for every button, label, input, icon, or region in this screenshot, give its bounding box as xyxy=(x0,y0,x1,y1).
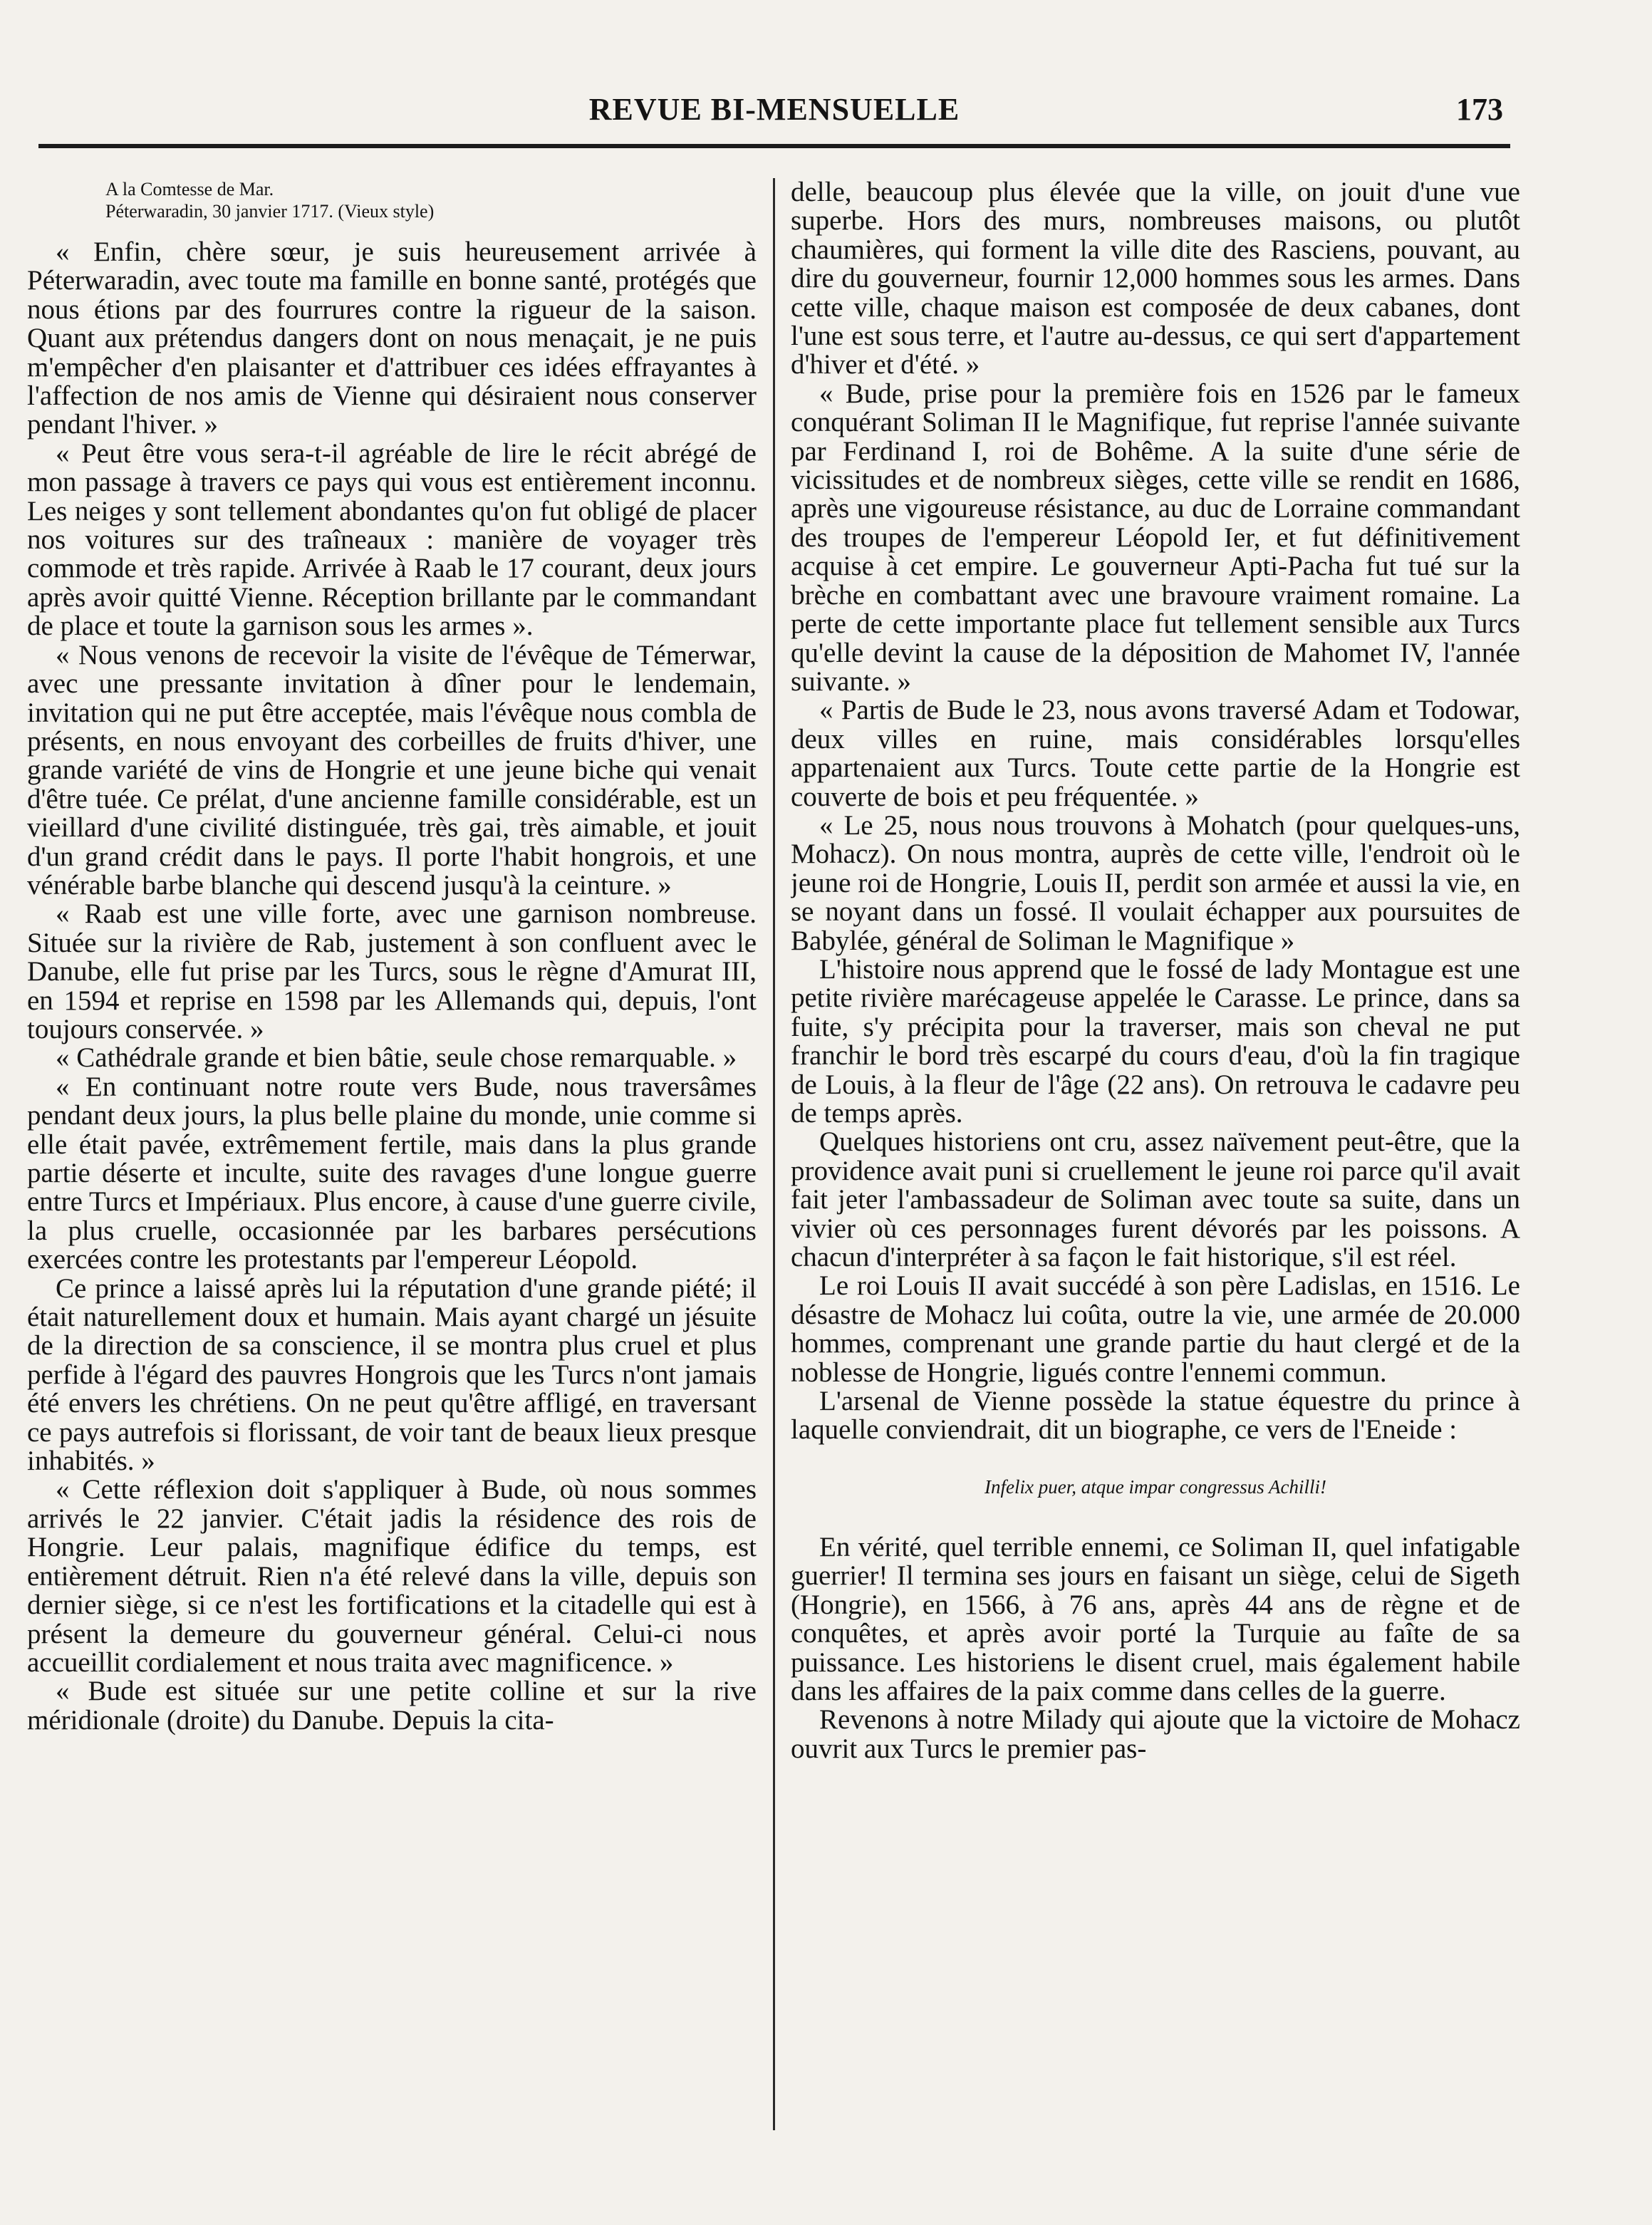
letter-place-date: Péterwaradin, 30 janvier 1717. (Vieux style) xyxy=(105,201,435,222)
paragraph: « En continuant notre route vers Bude, nous traversâmes pendant deux jours, la plus belle plaine du monde, unie comme si elle était pavée, extrêmement fertile, mais dans la plus grande partie déserte et inculte, suite des ravages d'une longue guerre entre Turcs et Impériaux. Plus encore, à cause d'une guerre civile, la plus cruelle, occasionnée par les barbares persécutions exercées contre les protestants par l'empereur Léopold. xyxy=(27,1071,757,1275)
page-header xyxy=(38,91,1510,134)
paragraph: « Nous venons de recevoir la visite de l'évêque de Témerwar, avec une pressante invitation à dîner pour le lendemain, invitation qui ne put être acceptée, mais l'évêque nous combla de présents, en nous envoyant des corbeilles de fruits d'hiver, une grande variété de vins de Hongrie et une jeune biche qui venait d'être tuée. Ce prélat, d'une ancienne famille considérable, est un vieillard d'une civilité distinguée, très gai, très aimable, et jouit d'un grand crédit dans le pays. Il porte l'habit hongrois, et une vénérable barbe blanche qui descend jusqu'à la ceinture. » xyxy=(27,639,757,901)
header-rule xyxy=(38,144,1510,148)
paragraph: delle, beaucoup plus élevée que la ville, on jouit d'une vue superbe. Hors des murs, nombreuses maisons, ou plutôt chaumières, qui forment la ville dite des Rasciens, pouvant, au dire du gouverneur, fournir 12,000 hommes sous les armes. Dans cette ville, chaque maison est composée de deux cabanes, dont l'une est sous terre, et l'autre au-dessus, ce qui sert d'appartement d'hiver et d'été. » xyxy=(791,178,1520,380)
paragraph: « Enfin, chère sœur, je suis heureusement arrivée à Péterwaradin, avec toute ma famille en bonne santé, protégés que nous étions par des fourrures contre la rigueur de la saison. Quant aux prétendus dangers dont on nous menaçait, je ne puis m'empêcher d'en plaisanter et d'attribuer ces idées effrayantes à l'affection de nos amis de Vienne qui désiraient nous conserver pendant l'hiver. » xyxy=(27,237,757,440)
paragraph: « Partis de Bude le 23, nous avons traversé Adam et Todowar, deux villes en ruine, mais considérables lorsqu'elles appartenaient aux Turcs. Toute cette partie de la Hongrie est couverte de bois et peu fréquentée. » xyxy=(791,695,1520,812)
paragraph: « Cette réflexion doit s'appliquer à Bude, où nous sommes arrivés le 22 janvier. C'était jadis la résidence des rois de Hongrie. Leur palais, magnifique édifice du temps, est entièrement détruit. Rien n'a été relevé dans la ville, depuis son dernier siège, si ce n'est les fortifications et la citadelle qui est à présent la demeure du gouverneur général. Celui-ci nous accueillit cordialement et nous traita avec magnificence. » xyxy=(27,1474,757,1678)
letter-heading xyxy=(105,178,757,222)
paragraph: Le roi Louis II avait succédé à son père Ladislas, en 1516. Le désastre de Mohacz lui coûta, outre la vie, une armée de 20.000 hommes, comprenant une grande partie du haut clergé et de la noblesse de Hongrie, ligués contre l'ennemi commun. xyxy=(791,1270,1520,1388)
paragraph: « Peut être vous sera-t-il agréable de lire le récit abrégé de mon passage à travers ce pays qui vous est entièrement inconnu. Les neiges y sont tellement abondantes qu'on fut obligé de placer nos voitures sur des traîneaux : manière de voyager très commode et très rapide. Arrivée à Raab le 17 courant, deux jours après avoir quitté Vienne. Réception brillante par le commandant de place et toute la garnison sous les armes ». xyxy=(27,437,757,642)
paragraph: « Le 25, nous nous trouvons à Mohatch (pour quelques-uns, Mohacz). On nous montra, auprès de cette ville, l'endroit où le jeune roi de Hongrie, Louis II, perdit son armée et aussi la vie, en se noyant dans un fossé. Il voulait échapper aux poursuites de Babylée, général de Soliman le Magnifique » xyxy=(791,809,1520,956)
paragraph: Ce prince a laissé après lui la réputation d'une grande piété; il était naturellement doux et humain. Mais ayant chargé un jésuite de la direction de sa conscience, il se montra plus cruel et plus perfide à l'égard des pauvres Hongrois que les Turcs n'ont jamais été envers les chrétiens. On ne peut qu'être affligé, en traversant ce pays autrefois si florissant, de voir tant de beaux lieux presque inhabités. » xyxy=(27,1272,757,1477)
latin-quote: Infelix puer, atque impar congressus Achilli! xyxy=(985,1475,1326,1498)
paragraph: Quelques historiens ont cru, assez naïvement peut-être, que la providence avait puni si cruellement le jeune roi parce qu'il avait fait jeter l'ambassadeur de Soliman avec toute sa suite, dans un vivier où ces personnages furent dévorés par les poissons. A chacun d'interpréter à sa façon le fait historique, s'il est réel. xyxy=(791,1126,1520,1273)
right-column xyxy=(791,178,1520,2130)
paragraph: L'arsenal de Vienne possède la statue équestre du prince à laquelle conviendrait, dit un biographe, ce vers de l'Eneide : xyxy=(791,1386,1520,1446)
paragraph: « Bude, prise pour la première fois en 1526 par le fameux conquérant Soliman II le Magnifique, fut reprise l'année suivante par Ferdinand I, roi de Bohême. A la suite d'une série de vicissitudes et de nombreux sièges, cette ville se rendit en 1686, après une vigoureuse résistance, au duc de Lorraine commandant des troupes de l'empereur Léopold Ier, et fut définitivement acquise à cet empire. Le gouverneur Apti-Pacha fut tué sur la brèche en combattant avec une bravoure vraiment romaine. La perte de cette importante place fut tellement sensible aux Turcs qu'elle devint la cause de la déposition de Mahomet IV, l'année suivante. » xyxy=(791,378,1520,697)
paragraph: L'histoire nous apprend que le fossé de lady Montague est une petite rivière marécageuse appelée le Carasse. Le prince, dans sa fuite, s'y précipita pour la traverser, mais son cheval ne put franchir le bord très escarpé du cours d'eau, d'où la fin tragique de Louis, à la fleur de l'âge (22 ans). On retrouva le cadavre peu de temps après. xyxy=(791,953,1520,1129)
paragraph: « Raab est une ville forte, avec une garnison nombreuse. Située sur la rivière de Rab, justement à son confluent avec le Danube, elle fut prise par les Turcs, sous le règne d'Amurat III, en 1594 et reprise en 1598 par les Allemands qui, depuis, l'ont toujours conservée. » xyxy=(27,898,757,1044)
page-number: 173 xyxy=(1456,92,1503,127)
left-column xyxy=(27,178,757,2130)
paragraph: « Cathédrale grande et bien bâtie, seule chose remarquable. » xyxy=(56,1042,737,1074)
column-divider xyxy=(773,178,775,2130)
paragraph: « Bude est située sur une petite colline et sur la rive méridionale (droite) du Danube. Depuis la cita- xyxy=(27,1676,757,1736)
letter-addressee: A la Comtesse de Mar. xyxy=(105,179,274,199)
running-title: REVUE BI-MENSUELLE xyxy=(588,92,960,127)
paragraph: Revenons à notre Milady qui ajoute que la victoire de Mohacz ouvrit aux Turcs le premier pas- xyxy=(791,1704,1520,1764)
paragraph: En vérité, quel terrible ennemi, ce Soliman II, quel infatigable guerrier! Il termina ses jours en faisant un siège, celui de Sigeth (Hongrie), en 1566, à 76 ans, après 44 ans de règne et de conquêtes, et après avoir porté la Turquie au faîte de sa puissance. Les historiens le disent cruel, mais également habile dans les affaires de la paix comme dans celles de la guerre. xyxy=(791,1531,1520,1706)
